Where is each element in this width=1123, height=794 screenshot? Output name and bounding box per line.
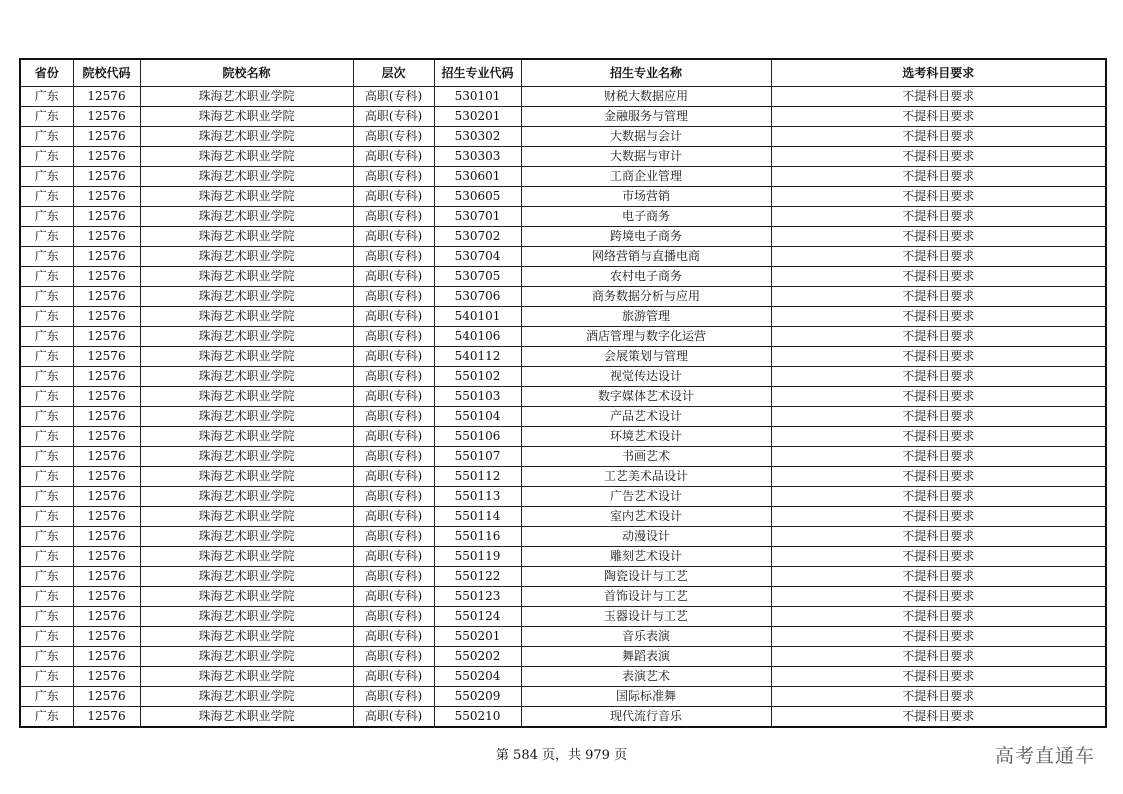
major-name-cell: 环境艺术设计 — [521, 427, 771, 447]
subject-requirement-cell: 不提科目要求 — [771, 647, 1106, 667]
major-name-cell: 商务数据分析与应用 — [521, 287, 771, 307]
school-name-cell: 珠海艺术职业学院 — [140, 667, 353, 687]
major-name-cell: 舞蹈表演 — [521, 647, 771, 667]
level-cell: 高职(专科) — [353, 87, 434, 107]
subject-requirement-cell: 不提科目要求 — [771, 247, 1106, 267]
major-name-cell: 产品艺术设计 — [521, 407, 771, 427]
school-code-cell: 12576 — [73, 107, 140, 127]
school-code-cell: 12576 — [73, 327, 140, 347]
level-cell: 高职(专科) — [353, 187, 434, 207]
school-name-cell: 珠海艺术职业学院 — [140, 687, 353, 707]
school-code-cell: 12576 — [73, 147, 140, 167]
province-cell: 广东 — [20, 327, 73, 347]
subject-requirement-cell: 不提科目要求 — [771, 147, 1106, 167]
school-code-cell: 12576 — [73, 287, 140, 307]
province-cell: 广东 — [20, 707, 73, 728]
major-code-cell: 540106 — [434, 327, 521, 347]
major-code-cell: 550122 — [434, 567, 521, 587]
major-name-cell: 广告艺术设计 — [521, 487, 771, 507]
school-name-cell: 珠海艺术职业学院 — [140, 227, 353, 247]
subject-requirement-cell: 不提科目要求 — [771, 387, 1106, 407]
province-cell: 广东 — [20, 427, 73, 447]
province-cell: 广东 — [20, 387, 73, 407]
table-row — [20, 227, 1106, 247]
major-code-cell: 550104 — [434, 407, 521, 427]
subject-requirement-cell: 不提科目要求 — [771, 427, 1106, 447]
table-row — [20, 367, 1106, 387]
school-name-cell: 珠海艺术职业学院 — [140, 307, 353, 327]
subject-requirement-cell: 不提科目要求 — [771, 467, 1106, 487]
school-code-cell: 12576 — [73, 427, 140, 447]
table-row — [20, 187, 1106, 207]
school-code-cell: 12576 — [73, 707, 140, 728]
table-row — [20, 287, 1106, 307]
table-row — [20, 687, 1106, 707]
level-cell: 高职(专科) — [353, 307, 434, 327]
subject-requirement-cell: 不提科目要求 — [771, 667, 1106, 687]
table-row — [20, 647, 1106, 667]
table-row — [20, 87, 1106, 107]
major-code-cell: 550113 — [434, 487, 521, 507]
major-name-cell: 市场营销 — [521, 187, 771, 207]
school-name-cell: 珠海艺术职业学院 — [140, 167, 353, 187]
school-name-cell: 珠海艺术职业学院 — [140, 567, 353, 587]
school-code-cell: 12576 — [73, 307, 140, 327]
major-name-cell: 书画艺术 — [521, 447, 771, 467]
major-code-cell: 550114 — [434, 507, 521, 527]
school-name-cell: 珠海艺术职业学院 — [140, 487, 353, 507]
province-cell: 广东 — [20, 547, 73, 567]
school-code-cell: 12576 — [73, 407, 140, 427]
school-code-cell: 12576 — [73, 167, 140, 187]
table-row — [20, 467, 1106, 487]
table-row — [20, 527, 1106, 547]
major-name-cell: 工艺美术品设计 — [521, 467, 771, 487]
school-name-cell: 珠海艺术职业学院 — [140, 367, 353, 387]
subject-requirement-cell: 不提科目要求 — [771, 567, 1106, 587]
subject-requirement-cell: 不提科目要求 — [771, 327, 1106, 347]
province-cell: 广东 — [20, 107, 73, 127]
level-cell: 高职(专科) — [353, 667, 434, 687]
school-code-cell: 12576 — [73, 567, 140, 587]
level-cell: 高职(专科) — [353, 447, 434, 467]
major-name-cell: 陶瓷设计与工艺 — [521, 567, 771, 587]
table-body — [20, 87, 1106, 728]
major-code-cell: 550102 — [434, 367, 521, 387]
major-code-cell: 530201 — [434, 107, 521, 127]
subject-requirement-cell: 不提科目要求 — [771, 307, 1106, 327]
major-code-cell: 530601 — [434, 167, 521, 187]
major-name-cell: 财税大数据应用 — [521, 87, 771, 107]
level-cell: 高职(专科) — [353, 427, 434, 447]
table-row — [20, 487, 1106, 507]
school-code-cell: 12576 — [73, 467, 140, 487]
major-code-cell: 530704 — [434, 247, 521, 267]
province-cell: 广东 — [20, 347, 73, 367]
major-name-cell: 大数据与会计 — [521, 127, 771, 147]
major-code-cell: 530705 — [434, 267, 521, 287]
major-code-cell: 530702 — [434, 227, 521, 247]
level-cell: 高职(专科) — [353, 587, 434, 607]
subject-requirement-cell: 不提科目要求 — [771, 527, 1106, 547]
major-name-cell: 旅游管理 — [521, 307, 771, 327]
school-name-cell: 珠海艺术职业学院 — [140, 467, 353, 487]
subject-requirement-cell: 不提科目要求 — [771, 227, 1106, 247]
subject-requirement-cell: 不提科目要求 — [771, 167, 1106, 187]
major-name-cell: 跨境电子商务 — [521, 227, 771, 247]
school-name-cell: 珠海艺术职业学院 — [140, 87, 353, 107]
school-code-cell: 12576 — [73, 607, 140, 627]
major-name-cell: 音乐表演 — [521, 627, 771, 647]
major-name-cell: 玉器设计与工艺 — [521, 607, 771, 627]
subject-requirement-cell: 不提科目要求 — [771, 407, 1106, 427]
school-name-cell: 珠海艺术职业学院 — [140, 147, 353, 167]
level-cell: 高职(专科) — [353, 627, 434, 647]
province-cell: 广东 — [20, 147, 73, 167]
school-code-cell: 12576 — [73, 187, 140, 207]
province-cell: 广东 — [20, 567, 73, 587]
major-code-cell: 550119 — [434, 547, 521, 567]
major-code-cell: 550103 — [434, 387, 521, 407]
school-code-cell: 12576 — [73, 367, 140, 387]
major-name-cell: 首饰设计与工艺 — [521, 587, 771, 607]
province-cell: 广东 — [20, 187, 73, 207]
school-name-cell: 珠海艺术职业学院 — [140, 267, 353, 287]
major-code-cell: 540101 — [434, 307, 521, 327]
school-name-cell: 珠海艺术职业学院 — [140, 607, 353, 627]
province-cell: 广东 — [20, 227, 73, 247]
table-row — [20, 147, 1106, 167]
major-code-cell: 550116 — [434, 527, 521, 547]
major-name-cell: 农村电子商务 — [521, 267, 771, 287]
school-name-cell: 珠海艺术职业学院 — [140, 627, 353, 647]
level-cell: 高职(专科) — [353, 327, 434, 347]
major-code-cell: 540112 — [434, 347, 521, 367]
province-cell: 广东 — [20, 607, 73, 627]
page-number: 第 584 页，共 979 页 — [495, 748, 628, 763]
major-code-cell: 530302 — [434, 127, 521, 147]
major-code-cell: 550209 — [434, 687, 521, 707]
major-code-cell: 550123 — [434, 587, 521, 607]
subject-requirement-cell: 不提科目要求 — [771, 107, 1106, 127]
level-cell: 高职(专科) — [353, 607, 434, 627]
subject-requirement-cell: 不提科目要求 — [771, 547, 1106, 567]
school-code-cell: 12576 — [73, 527, 140, 547]
level-cell: 高职(专科) — [353, 287, 434, 307]
subject-requirement-cell: 不提科目要求 — [771, 447, 1106, 467]
level-header: 层次 — [353, 59, 434, 87]
subject-requirement-cell: 不提科目要求 — [771, 187, 1106, 207]
table-row — [20, 267, 1106, 287]
table-row — [20, 667, 1106, 687]
table-row — [20, 707, 1106, 728]
major-code-cell: 550204 — [434, 667, 521, 687]
school-code-cell: 12576 — [73, 667, 140, 687]
school-name-header: 院校名称 — [140, 59, 353, 87]
major-code-cell: 550112 — [434, 467, 521, 487]
level-cell: 高职(专科) — [353, 247, 434, 267]
major-name-cell: 酒店管理与数字化运营 — [521, 327, 771, 347]
table-row — [20, 567, 1106, 587]
subject-requirement-cell: 不提科目要求 — [771, 687, 1106, 707]
major-name-cell: 现代流行音乐 — [521, 707, 771, 728]
school-name-cell: 珠海艺术职业学院 — [140, 527, 353, 547]
table-row — [20, 547, 1106, 567]
major-name-cell: 数字媒体艺术设计 — [521, 387, 771, 407]
subject-requirement-cell: 不提科目要求 — [771, 627, 1106, 647]
province-cell: 广东 — [20, 647, 73, 667]
school-name-cell: 珠海艺术职业学院 — [140, 247, 353, 267]
table-row — [20, 447, 1106, 467]
major-code-cell: 530605 — [434, 187, 521, 207]
major-code-cell: 530706 — [434, 287, 521, 307]
province-cell: 广东 — [20, 587, 73, 607]
table-row — [20, 207, 1106, 227]
table-row — [20, 387, 1106, 407]
table-header-row — [20, 59, 1106, 87]
table-row — [20, 127, 1106, 147]
major-name-cell: 室内艺术设计 — [521, 507, 771, 527]
school-code-cell: 12576 — [73, 207, 140, 227]
province-cell: 广东 — [20, 87, 73, 107]
school-code-cell: 12576 — [73, 387, 140, 407]
major-code-cell: 530701 — [434, 207, 521, 227]
school-name-cell: 珠海艺术职业学院 — [140, 707, 353, 728]
province-cell: 广东 — [20, 467, 73, 487]
school-name-cell: 珠海艺术职业学院 — [140, 447, 353, 467]
province-cell: 广东 — [20, 487, 73, 507]
table-row — [20, 587, 1106, 607]
level-cell: 高职(专科) — [353, 687, 434, 707]
province-cell: 广东 — [20, 507, 73, 527]
level-cell: 高职(专科) — [353, 467, 434, 487]
table-row — [20, 507, 1106, 527]
level-cell: 高职(专科) — [353, 507, 434, 527]
school-name-cell: 珠海艺术职业学院 — [140, 347, 353, 367]
major-name-cell: 工商企业管理 — [521, 167, 771, 187]
subject-requirement-cell: 不提科目要求 — [771, 287, 1106, 307]
table-row — [20, 607, 1106, 627]
table-row — [20, 407, 1106, 427]
school-name-cell: 珠海艺术职业学院 — [140, 427, 353, 447]
table-row — [20, 307, 1106, 327]
major-code-cell: 530101 — [434, 87, 521, 107]
watermark-text: 高考直通车 — [994, 745, 1095, 767]
major-name-cell: 国际标准舞 — [521, 687, 771, 707]
school-code-cell: 12576 — [73, 647, 140, 667]
province-cell: 广东 — [20, 307, 73, 327]
province-cell: 广东 — [20, 687, 73, 707]
level-cell: 高职(专科) — [353, 267, 434, 287]
table-row — [20, 327, 1106, 347]
school-code-cell: 12576 — [73, 687, 140, 707]
level-cell: 高职(专科) — [353, 107, 434, 127]
table-row — [20, 427, 1106, 447]
school-code-cell: 12576 — [73, 267, 140, 287]
table-row — [20, 247, 1106, 267]
major-name-header: 招生专业名称 — [521, 59, 771, 87]
province-cell: 广东 — [20, 447, 73, 467]
school-code-cell: 12576 — [73, 447, 140, 467]
major-code-cell: 550210 — [434, 707, 521, 728]
level-cell: 高职(专科) — [353, 127, 434, 147]
province-cell: 广东 — [20, 127, 73, 147]
subject-requirement-cell: 不提科目要求 — [771, 127, 1106, 147]
school-name-cell: 珠海艺术职业学院 — [140, 647, 353, 667]
level-cell: 高职(专科) — [353, 567, 434, 587]
table-row — [20, 347, 1106, 367]
school-name-cell: 珠海艺术职业学院 — [140, 127, 353, 147]
school-code-cell: 12576 — [73, 587, 140, 607]
major-name-cell: 雕刻艺术设计 — [521, 547, 771, 567]
major-name-cell: 网络营销与直播电商 — [521, 247, 771, 267]
school-code-cell: 12576 — [73, 547, 140, 567]
school-name-cell: 珠海艺术职业学院 — [140, 507, 353, 527]
major-code-cell: 550106 — [434, 427, 521, 447]
major-name-cell: 表演艺术 — [521, 667, 771, 687]
major-name-cell: 金融服务与管理 — [521, 107, 771, 127]
school-name-cell: 珠海艺术职业学院 — [140, 207, 353, 227]
subject-requirement-cell: 不提科目要求 — [771, 607, 1106, 627]
province-cell: 广东 — [20, 667, 73, 687]
major-code-header: 招生专业代码 — [434, 59, 521, 87]
major-code-cell: 550202 — [434, 647, 521, 667]
level-cell: 高职(专科) — [353, 547, 434, 567]
school-name-cell: 珠海艺术职业学院 — [140, 327, 353, 347]
level-cell: 高职(专科) — [353, 227, 434, 247]
major-name-cell: 大数据与审计 — [521, 147, 771, 167]
subject-requirement-cell: 不提科目要求 — [771, 507, 1106, 527]
school-code-cell: 12576 — [73, 627, 140, 647]
table-row — [20, 167, 1106, 187]
level-cell: 高职(专科) — [353, 207, 434, 227]
level-cell: 高职(专科) — [353, 347, 434, 367]
table-row — [20, 627, 1106, 647]
school-code-cell: 12576 — [73, 247, 140, 267]
school-name-cell: 珠海艺术职业学院 — [140, 387, 353, 407]
subject-requirement-cell: 不提科目要求 — [771, 707, 1106, 728]
province-cell: 广东 — [20, 207, 73, 227]
school-code-cell: 12576 — [73, 227, 140, 247]
level-cell: 高职(专科) — [353, 487, 434, 507]
major-name-cell: 动漫设计 — [521, 527, 771, 547]
level-cell: 高职(专科) — [353, 387, 434, 407]
level-cell: 高职(专科) — [353, 647, 434, 667]
province-cell: 广东 — [20, 287, 73, 307]
subject-requirement-cell: 不提科目要求 — [771, 207, 1106, 227]
school-code-header: 院校代码 — [73, 59, 140, 87]
major-name-cell: 电子商务 — [521, 207, 771, 227]
subject-requirement-cell: 不提科目要求 — [771, 487, 1106, 507]
school-name-cell: 珠海艺术职业学院 — [140, 107, 353, 127]
admission-table — [19, 58, 1107, 728]
province-header: 省份 — [20, 59, 73, 87]
province-cell: 广东 — [20, 527, 73, 547]
subject-requirement-cell: 不提科目要求 — [771, 587, 1106, 607]
major-code-cell: 550124 — [434, 607, 521, 627]
level-cell: 高职(专科) — [353, 707, 434, 728]
major-code-cell: 530303 — [434, 147, 521, 167]
subject-requirement-cell: 不提科目要求 — [771, 347, 1106, 367]
major-code-cell: 550107 — [434, 447, 521, 467]
province-cell: 广东 — [20, 367, 73, 387]
subject-requirement-cell: 不提科目要求 — [771, 367, 1106, 387]
province-cell: 广东 — [20, 267, 73, 287]
major-code-cell: 550201 — [434, 627, 521, 647]
school-code-cell: 12576 — [73, 87, 140, 107]
school-code-cell: 12576 — [73, 127, 140, 147]
table-row — [20, 107, 1106, 127]
subject-requirement-header: 选考科目要求 — [771, 59, 1106, 87]
major-name-cell: 视觉传达设计 — [521, 367, 771, 387]
level-cell: 高职(专科) — [353, 407, 434, 427]
major-name-cell: 会展策划与管理 — [521, 347, 771, 367]
school-name-cell: 珠海艺术职业学院 — [140, 547, 353, 567]
level-cell: 高职(专科) — [353, 527, 434, 547]
school-code-cell: 12576 — [73, 507, 140, 527]
province-cell: 广东 — [20, 247, 73, 267]
level-cell: 高职(专科) — [353, 167, 434, 187]
subject-requirement-cell: 不提科目要求 — [771, 267, 1106, 287]
province-cell: 广东 — [20, 407, 73, 427]
school-name-cell: 珠海艺术职业学院 — [140, 287, 353, 307]
school-name-cell: 珠海艺术职业学院 — [140, 407, 353, 427]
province-cell: 广东 — [20, 627, 73, 647]
school-code-cell: 12576 — [73, 347, 140, 367]
school-name-cell: 珠海艺术职业学院 — [140, 587, 353, 607]
school-name-cell: 珠海艺术职业学院 — [140, 187, 353, 207]
subject-requirement-cell: 不提科目要求 — [771, 87, 1106, 107]
province-cell: 广东 — [20, 167, 73, 187]
level-cell: 高职(专科) — [353, 147, 434, 167]
school-code-cell: 12576 — [73, 487, 140, 507]
level-cell: 高职(专科) — [353, 367, 434, 387]
